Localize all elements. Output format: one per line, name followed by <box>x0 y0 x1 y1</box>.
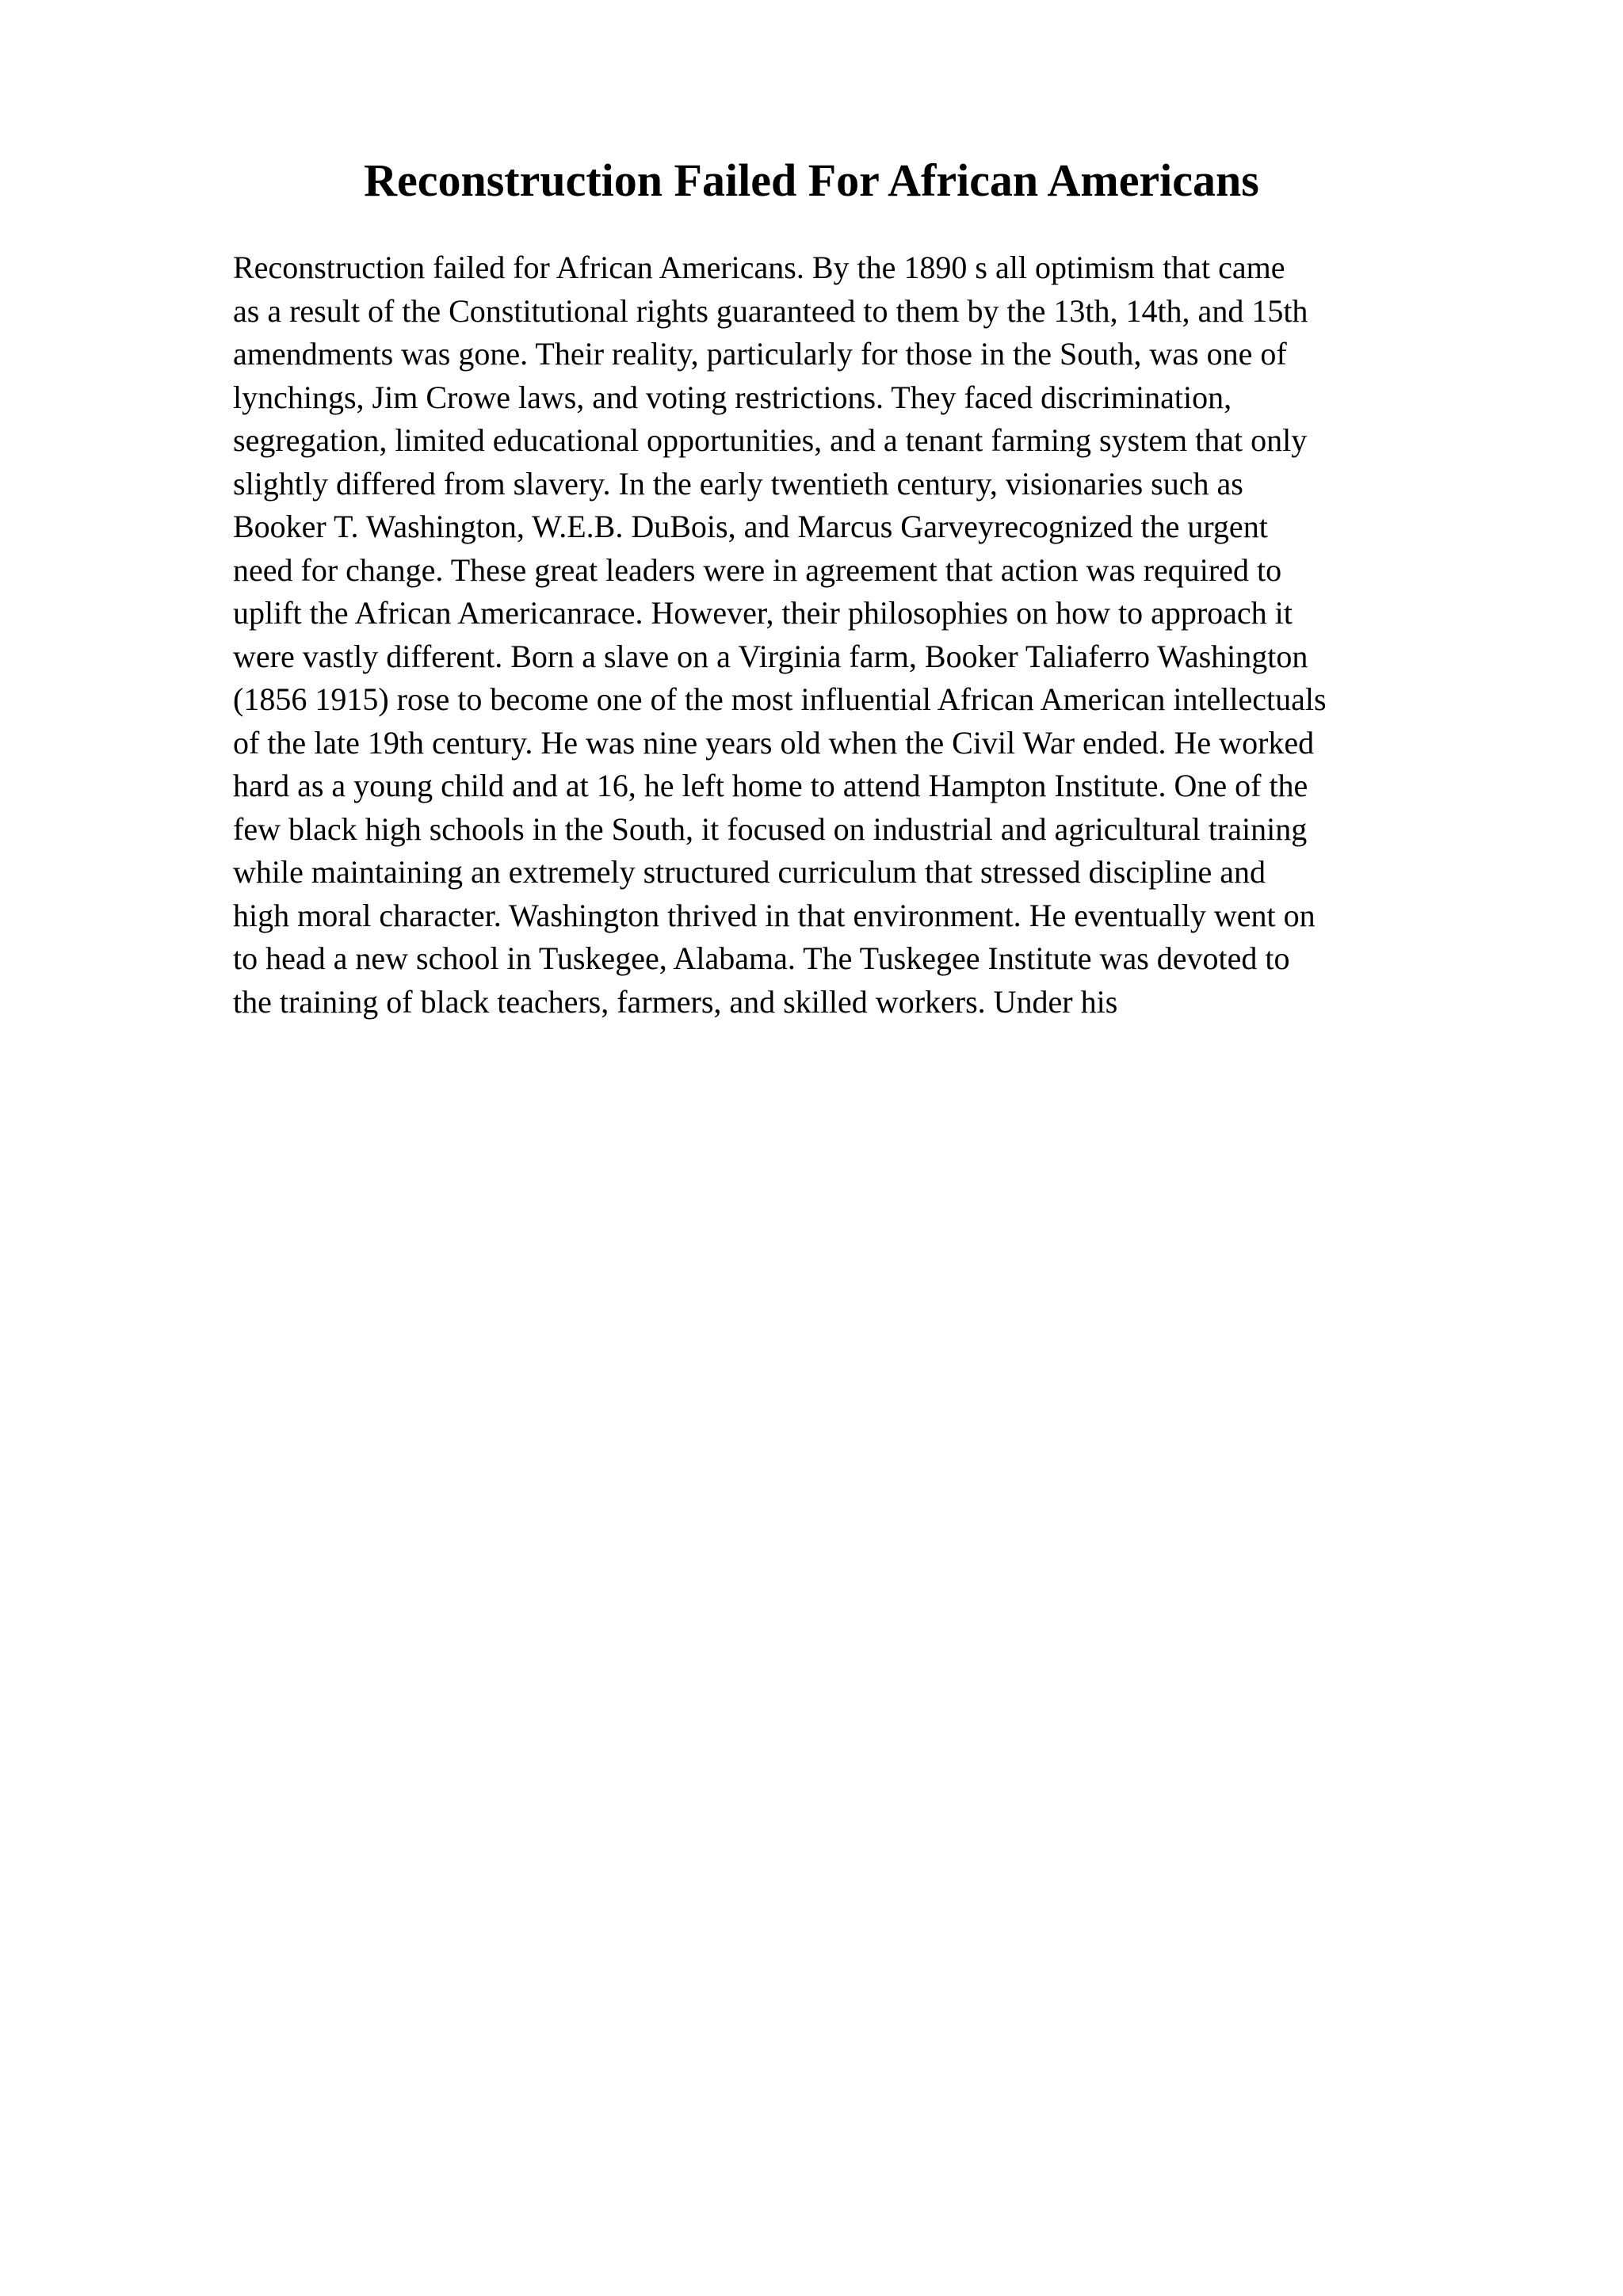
body-line: need for change. These great leaders were in agreement that action was required to <box>233 551 1282 588</box>
body-line: hard as a young child and at 16, he left home to attend Hampton Institute. One of the <box>233 768 1308 803</box>
body-line: to head a new school in Tuskegee, Alabama. The Tuskegee Institute was devoted to <box>233 940 1290 976</box>
body-line: as a result of the Constitutional rights guaranteed to them by the 13th, 14th, and 15th <box>233 292 1308 329</box>
body-line: while maintaining an extremely structured curriculum that stressed discipline and <box>233 854 1266 890</box>
body-line: Booker T. Washington, W.E.B. DuBois, and Marcus Garveyrecognized the urgent <box>233 509 1268 544</box>
body-line: lynchings, Jim Crowe laws, and voting restrictions. They faced discrimination, <box>233 379 1232 415</box>
body-line: of the late 19th century. He was nine years old when the Civil War ended. He worked <box>233 724 1315 761</box>
body-line: slightly differed from slavery. In the early twentieth century, visionaries such as <box>233 465 1243 502</box>
body-line: (1856 1915) rose to become one of the most influential African American intellectuals <box>233 681 1327 717</box>
body-line: segregation, limited educational opportunities, and a tenant farming system that only <box>233 422 1308 458</box>
body-line: the training of black teachers, farmers, and skilled workers. Under his <box>233 983 1118 1020</box>
body-line: high moral character. Washington thrived in that environment. He eventually went on <box>233 897 1316 933</box>
document-title: Reconstruction Failed For African Americans <box>364 154 1259 206</box>
body-line: amendments was gone. Their reality, particularly for those in the South, was one of <box>233 336 1287 372</box>
body-line: uplift the African Americanrace. However, their philosophies on how to approach it <box>233 595 1293 631</box>
document-body <box>233 246 1517 1024</box>
body-line: were vastly different. Born a slave on a Virginia farm, Booker Taliaferro Washington <box>233 638 1308 674</box>
body-line: Reconstruction failed for African Americans. By the 1890 s all optimism that came <box>233 250 1285 285</box>
body-line: few black high schools in the South, it focused on industrial and agricultural training <box>233 810 1308 847</box>
